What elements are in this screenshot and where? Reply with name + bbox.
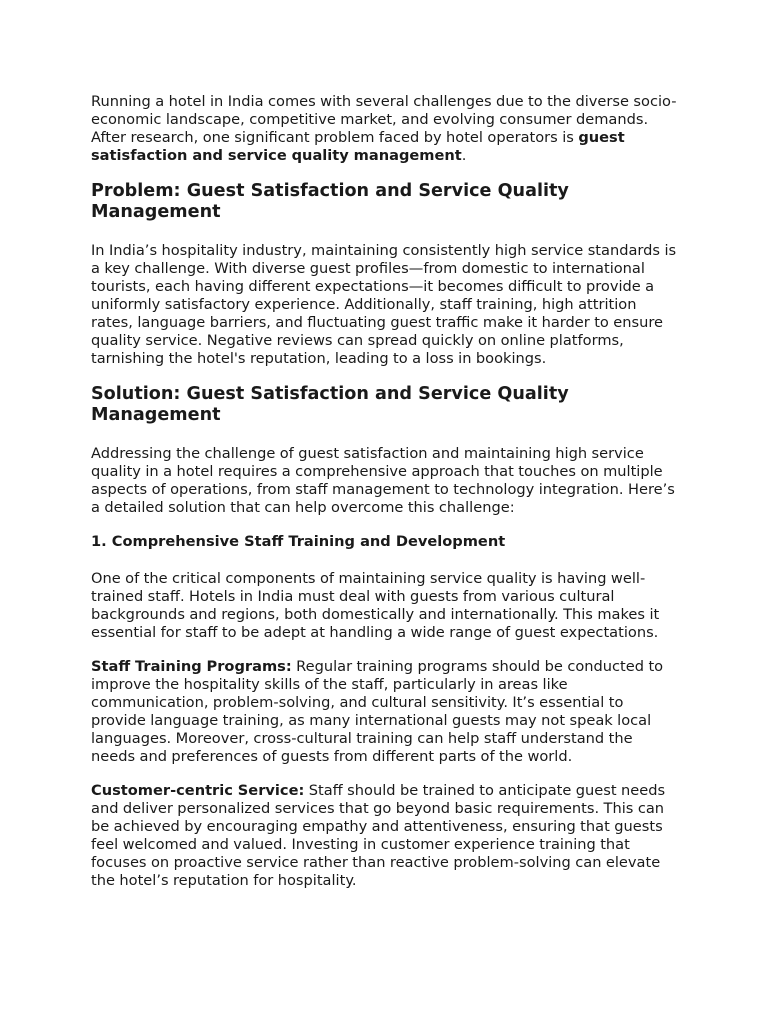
solution-heading: Solution: Guest Satisfaction and Service Quality Management [91,384,569,425]
staff-training-text: Regular training programs should be conducted to improve the hospitality skills of the staff, particularly in areas like communication, problem-solving, and cultural sensitivity. It’s essential to provide language training, as many international guests may not speak local languages. Moreover, cross-cultural training can help staff understand the needs and preferences of guests from different parts of the world. [91,658,664,765]
intro-text: Running a hotel in India comes with several challenges due to the diverse socio-economic landscape, competitive market, and evolving consumer demands. After research, one significant problem faced by hotel operators is [91,93,677,146]
problem-paragraph: In India’s hospitality industry, maintaining consistently high service standards is a key challenge. With diverse guest profiles—from domestic to international tourists, each having different expectations—it becomes difficult to provide a uniformly satisfactory experience. Additionally, staff training, high attrition rates, language barriers, and fluctuating guest traffic make it harder to ensure quality service. Negative reviews can spread quickly on online platforms, tarnishing the hotel's reputation, leading to a loss in bookings. [91,242,677,367]
document-page [91,93,681,890]
solution-paragraph: Addressing the challenge of guest satisfaction and maintaining high service quality in a hotel requires a comprehensive approach that touches on multiple aspects of operations, from staff management to technology integration. Here’s a detailed solution that can help overcome this challenge: [91,445,675,516]
customer-service-text: Staff should be trained to anticipate guest needs and deliver personalized services that go beyond basic requirements. This can be achieved by encouraging empathy and attentiveness, ensuring that guests feel welcomed and valued. Investing in customer experience training that focuses on proactive service rather than reactive problem-solving can elevate the hotel’s reputation for hospitality. [91,782,666,889]
intro-paragraph [91,93,681,165]
problem-heading: Problem: Guest Satisfaction and Service Quality Management [91,181,569,222]
staff-training-label: Staff Training Programs: [91,658,292,675]
section1-heading: 1. Comprehensive Staff Training and Development [91,533,506,550]
staff-training-paragraph [91,658,681,766]
customer-service-paragraph [91,782,681,890]
intro-end: . [461,147,467,164]
section1-paragraph: One of the critical components of maintaining service quality is having well-trained staff. Hotels in India must deal with guests from various cultural backgrounds and regions, both domestically and internationally. This makes it essential for staff to be adept at handling a wide range of guest expectations. [91,570,660,641]
customer-service-label: Customer-centric Service: [91,782,305,799]
intro-bold-text: guest satisfaction and service quality management [91,129,625,164]
